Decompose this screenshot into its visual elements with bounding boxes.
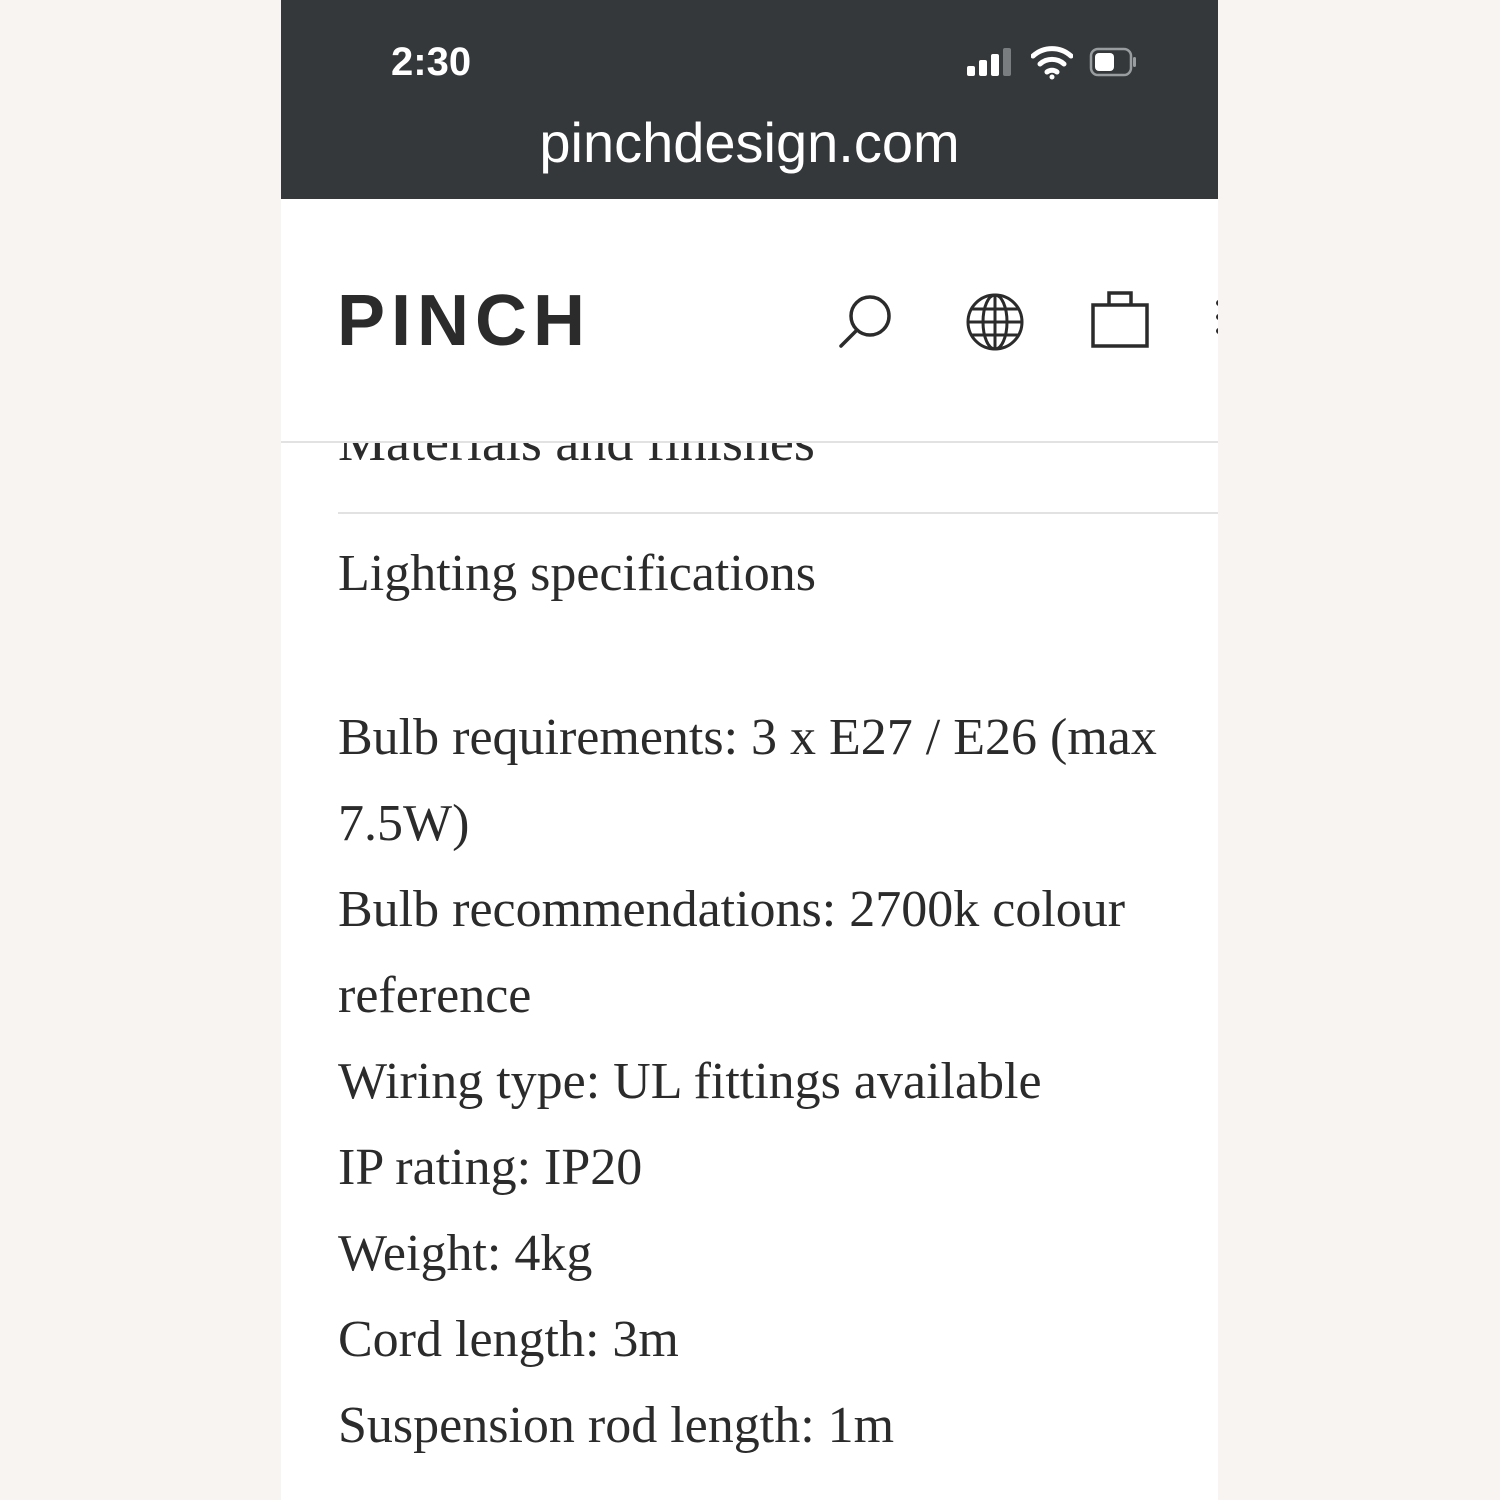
site-header	[281, 199, 1218, 443]
spec-wiring-type: Wiring type: UL fittings available	[338, 1053, 1042, 1110]
bag-icon[interactable]	[1089, 287, 1151, 351]
section-title[interactable]: Lighting specifications	[338, 545, 817, 602]
spec-cord-length: Cord length: 3m	[338, 1311, 679, 1368]
browser-bar	[281, 0, 1218, 199]
phone-screen	[281, 0, 1218, 1500]
globe-icon[interactable]	[964, 291, 1026, 353]
wifi-icon	[1031, 44, 1073, 80]
search-icon[interactable]	[836, 291, 896, 351]
status-time: 2:30	[391, 40, 472, 84]
spec-suspension-rod-length: Suspension rod length: 1m	[338, 1397, 895, 1454]
spec-ip-rating: IP rating: IP20	[338, 1139, 643, 1196]
spec-bulb-recommendations: Bulb recommendations: 2700k colour reference	[338, 881, 1126, 1024]
spec-bulb-requirements: Bulb requirements: 3 x E27 / E26 (max 7.5W)	[338, 709, 1157, 852]
spec-weight: Weight: 4kg	[338, 1225, 593, 1282]
status-icons	[961, 40, 1161, 86]
pinch-logo[interactable]: PINCH	[337, 281, 592, 361]
url-bar[interactable]: pinchdesign.com	[539, 111, 960, 174]
battery-icon	[1089, 46, 1137, 78]
signal-icon	[965, 46, 1015, 78]
section-divider	[338, 512, 1218, 514]
menu-icon[interactable]	[1209, 293, 1218, 353]
spec-list	[338, 695, 1216, 1469]
